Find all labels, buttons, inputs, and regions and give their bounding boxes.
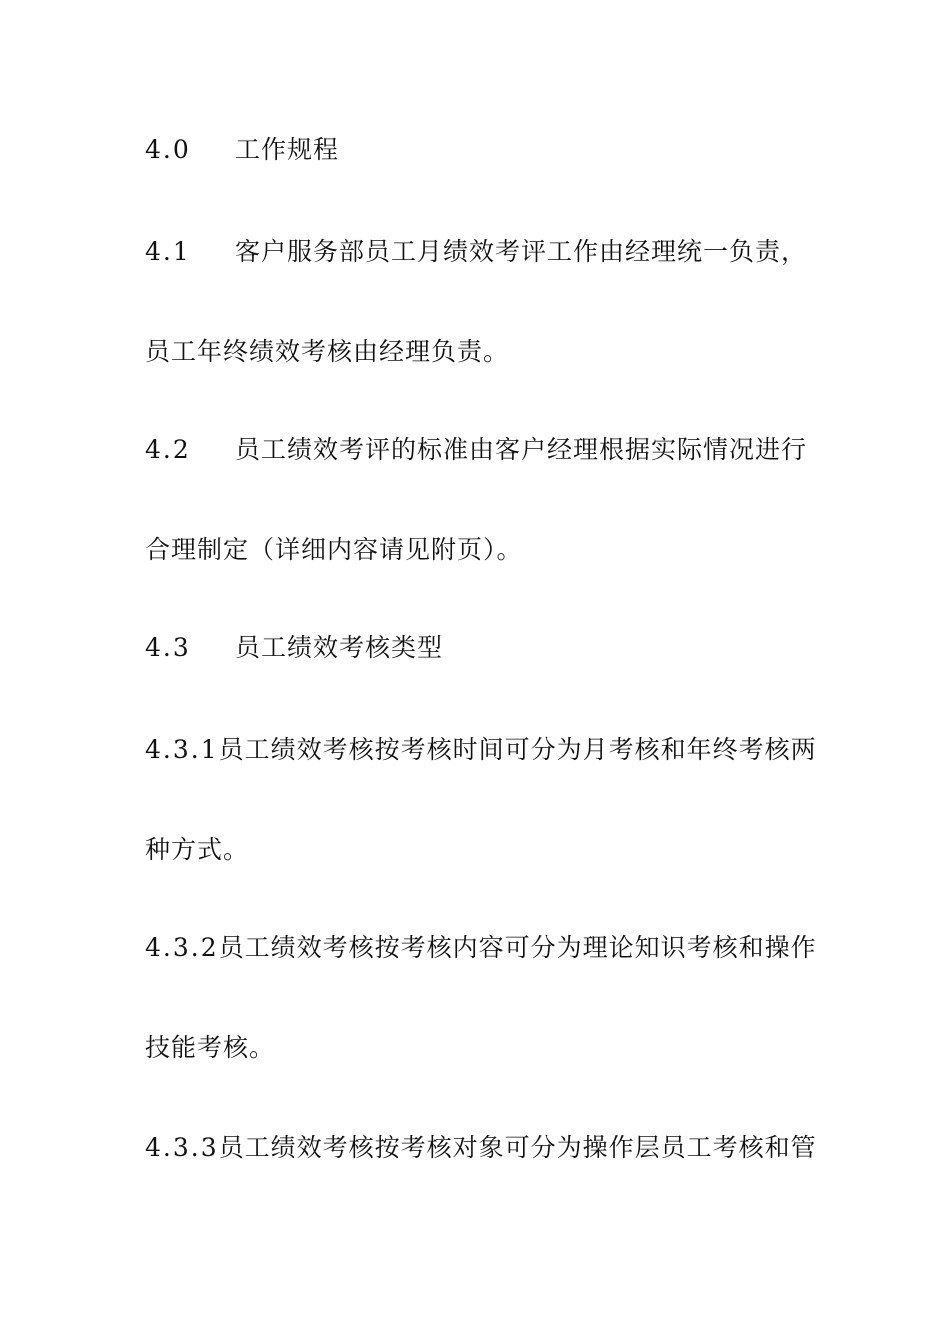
section-text: 员工绩效考核按考核内容可分为理论知识考核和操作: [218, 933, 817, 962]
section-text-continued: 员工年终绩效考核由经理负责。: [145, 337, 510, 366]
section-text-continued: 种方式。: [145, 835, 250, 864]
section-number: 4.2: [145, 435, 191, 464]
section-text: 客户服务部员工月绩效考评工作由经理统一负责，: [235, 237, 808, 266]
section-4-1-line-2: [145, 332, 815, 372]
section-text: 员工绩效考评的标准由客户经理根据实际情况进行: [235, 435, 808, 464]
section-text: 员工绩效考核按考核时间可分为月考核和年终考核两: [218, 735, 817, 764]
section-4-3-heading: [145, 628, 815, 668]
section-number: 4.1: [145, 237, 191, 266]
section-number: 4.3.3: [145, 1133, 219, 1162]
section-number: 4.0: [145, 135, 191, 164]
section-4-3-2-line-1: [145, 928, 815, 968]
section-text: 员工绩效考核类型: [235, 633, 444, 662]
section-text: 工作规程: [235, 135, 340, 164]
section-number: 4.3: [145, 633, 191, 662]
section-number: 4.3.1: [145, 735, 219, 764]
section-4-1-line-1: [145, 232, 815, 272]
section-4-0-heading: [145, 130, 815, 170]
section-text-continued: 合理制定（详细内容请见附页）。: [145, 535, 523, 564]
section-text: 员工绩效考核按考核对象可分为操作层员工考核和管: [218, 1133, 817, 1162]
section-4-3-3-line-1: [145, 1128, 815, 1168]
section-4-2-line-1: [145, 430, 815, 470]
section-text-continued: 技能考核。: [145, 1033, 276, 1062]
section-4-3-1-line-1: [145, 730, 815, 770]
section-number: 4.3.2: [145, 933, 219, 962]
section-4-2-line-2: [145, 530, 815, 570]
section-4-3-2-line-2: [145, 1028, 815, 1068]
section-4-3-1-line-2: [145, 830, 815, 870]
